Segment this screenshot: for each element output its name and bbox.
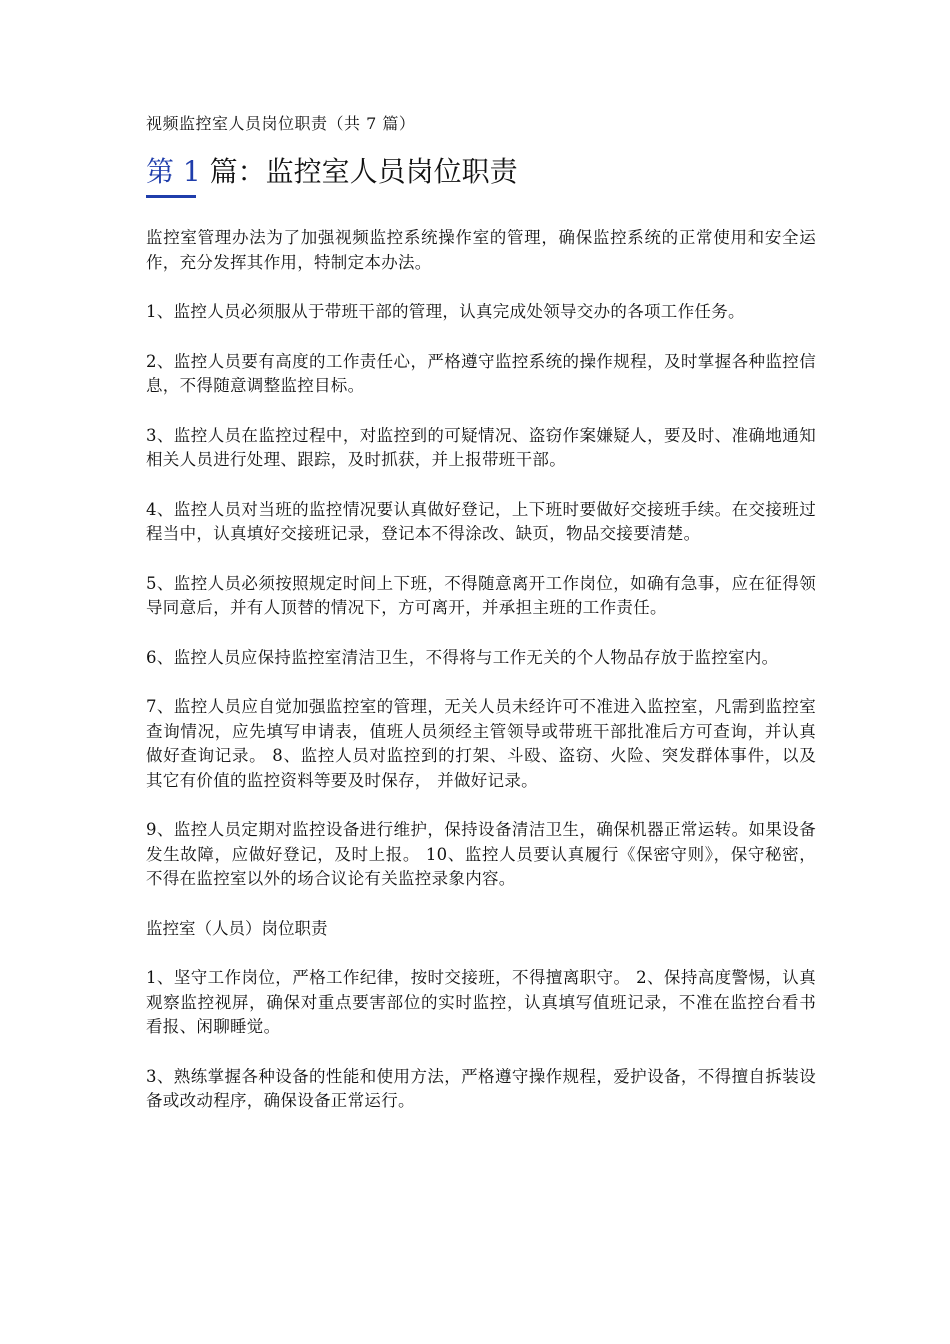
paragraph-item-4: 4、监控人员对当班的监控情况要认真做好登记，上下班时要做好交接班手续。在交接班过程当中，认真填好交接班记录，登记本不得涂改、缺页，物品交接要清楚。	[146, 499, 816, 543]
paragraph-intro: 监控室管理办法为了加强视频监控系统操作室的管理，确保监控系统的正常使用和安全运作，充分发挥其作用，特制定本办法。	[146, 228, 816, 272]
paragraph-item-2: 2、监控人员要有高度的工作责任心，严格遵守监控系统的操作规程，及时掌握各种监控信息，不得随意调整监控目标。	[146, 351, 816, 395]
section-paragraph-1-2: 1、坚守工作岗位，严格工作纪律，按时交接班，不得擅离职守。 2、保持高度警惕，认真观察监控视屏，确保对重点要害部位的实时监控，认真填写值班记录，不准在监控台看书看报、闲聊睡觉。	[146, 968, 816, 1036]
section-paragraph-3: 3、熟练掌握各种设备的性能和使用方法，严格遵守操作规程，爱护设备，不得擅自拆装设备或改动程序，确保设备正常运行。	[146, 1066, 816, 1110]
paragraph-item-7-8: 7、监控人员应自觉加强监控室的管理，无关人员未经许可不准进入监控室，凡需到监控室查询情况，应先填写申请表，值班人员须经主管领导或带班干部批准后方可查询，并认真做好查询记录。 8、监控人员对监控到的打架、斗殴、盗窃、火险、突发群体事件，以及其它有价值的监控资料等要及时保存， 并做好记录。	[146, 697, 816, 790]
chapter-title: 篇：监控室人员岗位职责	[209, 155, 518, 188]
paragraph-item-1: 1、监控人员必须服从于带班干部的管理，认真完成处领导交办的各项工作任务。	[146, 302, 745, 321]
chapter-heading	[146, 152, 816, 192]
chapter-number: 第 1	[146, 155, 210, 188]
document-title: 视频监控室人员岗位职责（共 7 篇）	[146, 114, 416, 133]
paragraph-item-6: 6、监控人员应保持监控室清洁卫生，不得将与工作无关的个人物品存放于监控室内。	[146, 647, 779, 667]
paragraph-item-5: 5、监控人员必须按照规定时间上下班，不得随意离开工作岗位，如确有急事，应在征得领导同意后，并有人顶替的情况下，方可离开，并承担主班的工作责任。	[146, 573, 816, 617]
section-heading: 监控室（人员）岗位职责	[146, 918, 328, 938]
paragraph-item-3: 3、监控人员在监控过程中，对监控到的可疑情况、盗窃作案嫌疑人，要及时、准确地通知相关人员进行处理、跟踪，及时抓获，并上报带班干部。	[146, 425, 816, 469]
document-page	[146, 112, 816, 1139]
paragraph-item-9-10: 9、监控人员定期对监控设备进行维护，保持设备清洁卫生，确保机器正常运转。如果设备发生故障，应做好登记，及时上报。 10、监控人员要认真履行《保密守则》，保守秘密，不得在监控室以外的场合议论有关监控录象内容。	[146, 820, 816, 888]
chapter-underline	[146, 195, 196, 198]
